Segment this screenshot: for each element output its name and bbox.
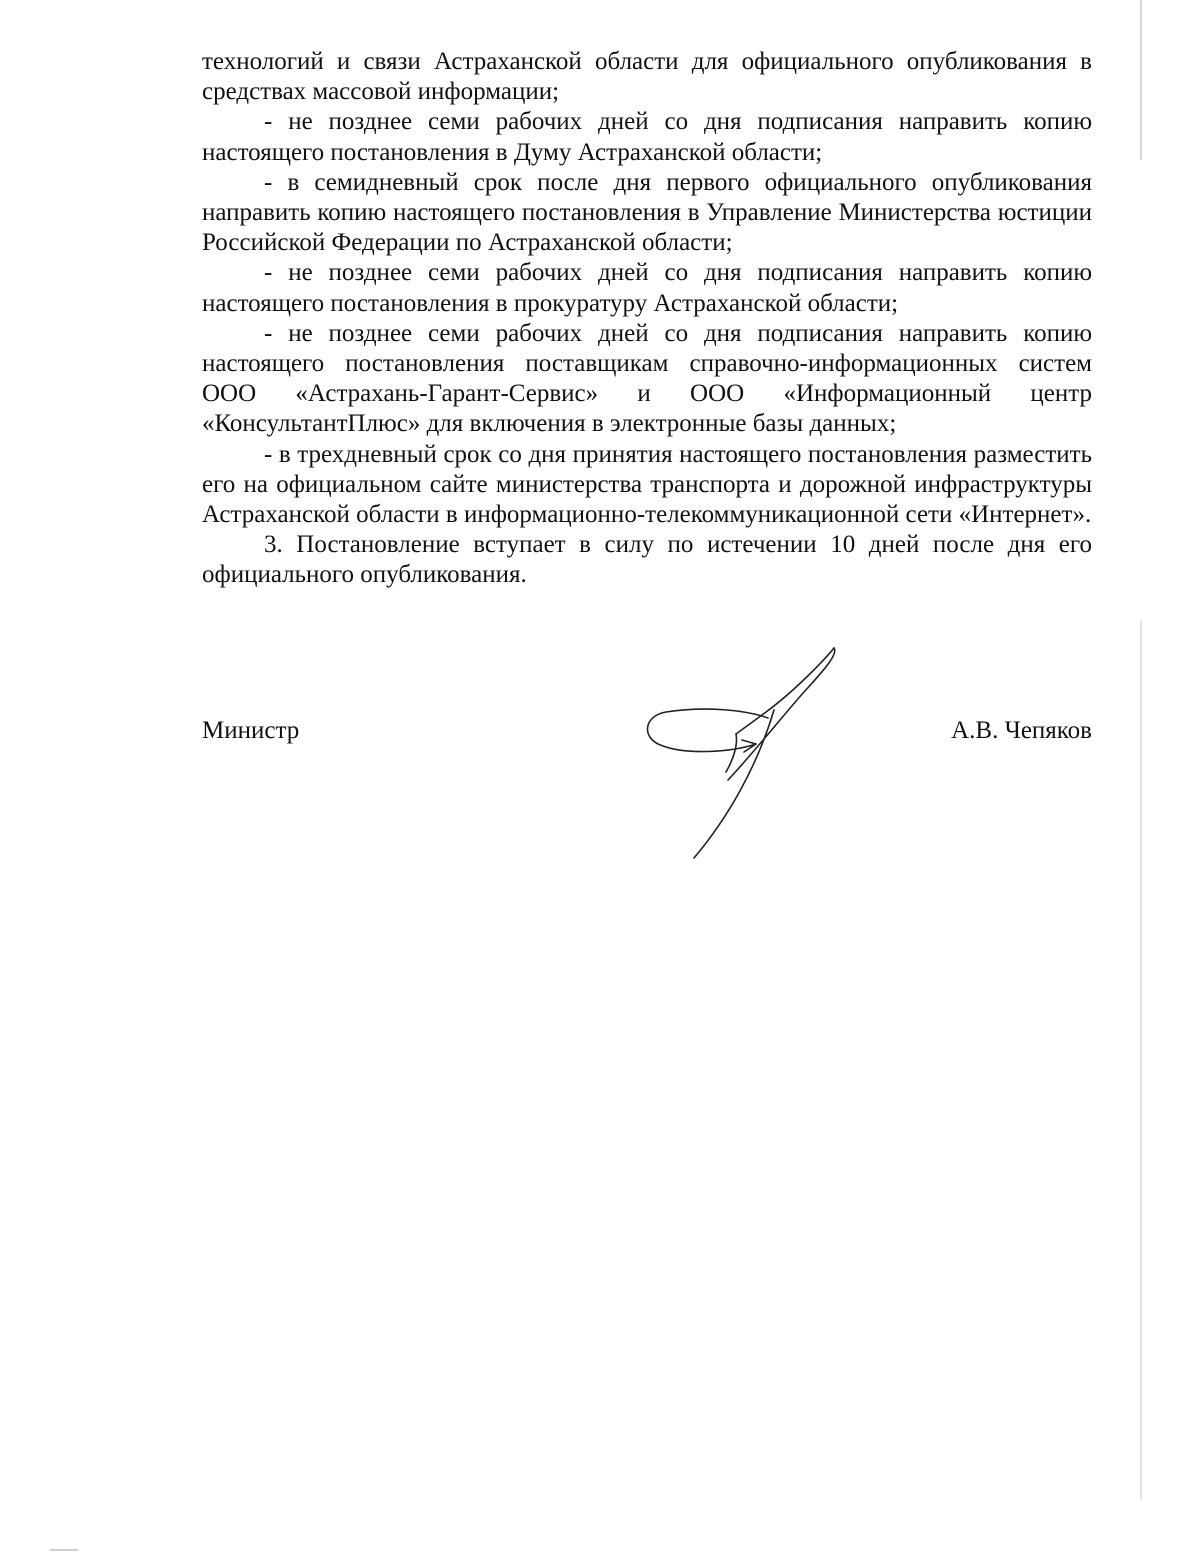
paragraph-entry-into-force: 3. Постановление вступает в силу по истечении 10 дней после дня его официального опубликования. — [202, 531, 1092, 589]
scan-edge-top — [1140, 0, 1142, 160]
scan-edge-bottom — [1140, 620, 1142, 1500]
signature-image — [636, 640, 846, 865]
paragraph-legal-systems-copy: - не позднее семи рабочих дней со дня подписания направить копию настоящего постановления поставщикам справочно-информационных систем ООО «Астрахань-Гарант-Сервис» и ООО «Информационный центр «КонсультантПлюс» для включения в электронные базы данных; — [202, 319, 1092, 438]
signatory-title: Министр — [202, 717, 300, 744]
scan-artifact — [50, 1549, 78, 1551]
signature-block — [202, 715, 1092, 747]
paragraph-website-publication: - в трехдневный срок со дня принятия настоящего постановления разместить его на официальном сайте министерства транспорта и дорожной инфраструктуры Астраханской области в информационно-телекоммуникационной сети «Интернет». — [202, 440, 1092, 529]
signatory-name: А.В. Чепяков — [951, 717, 1092, 744]
document-body — [202, 47, 1092, 591]
paragraph-continuation: технологий и связи Астраханской области для официального опубликования в средствах массовой информации; — [202, 48, 1092, 106]
paragraph-duma-copy: - не позднее семи рабочих дней со дня подписания направить копию настоящего постановления в Думу Астраханской области; — [202, 108, 1092, 166]
paragraph-ministry-of-justice-copy: - в семидневный срок после дня первого официального опубликования направить копию настоящего постановления в Управление Министерства юстиции Российской Федерации по Астраханской области; — [202, 168, 1092, 257]
paragraph-prosecutor-copy: - не позднее семи рабочих дней со дня подписания направить копию настоящего постановления в прокуратуру Астраханской области; — [202, 259, 1092, 317]
